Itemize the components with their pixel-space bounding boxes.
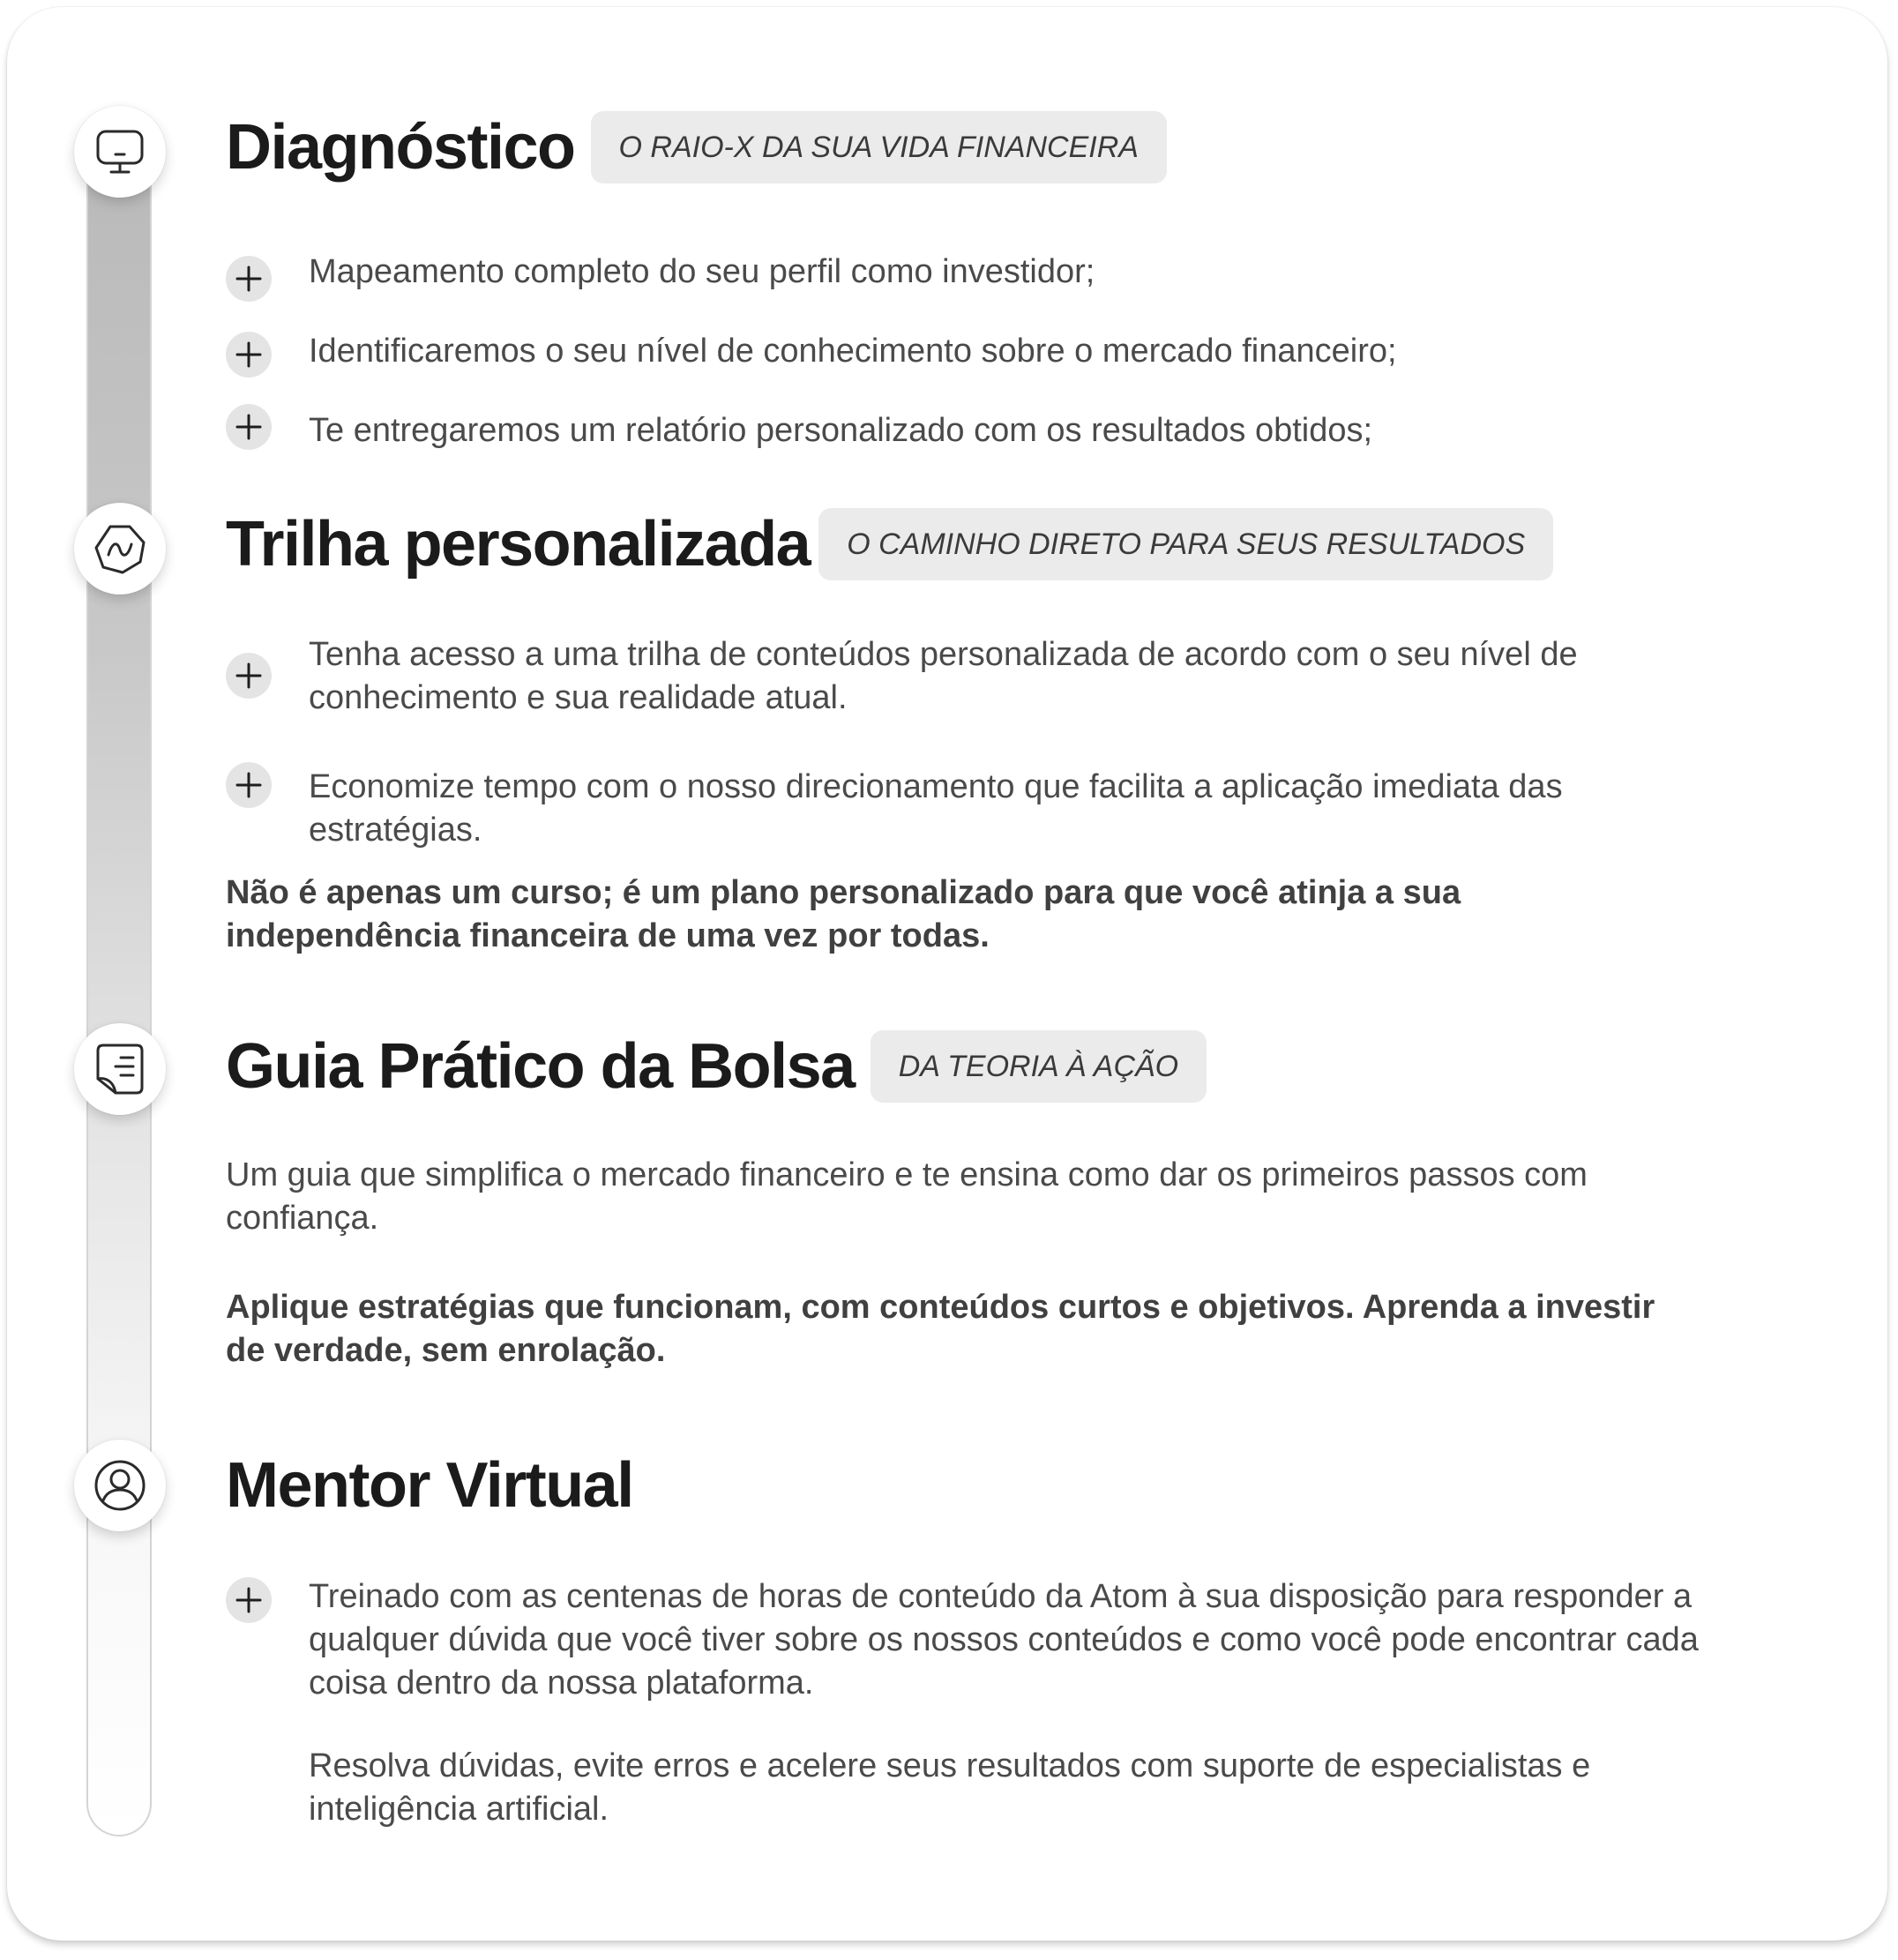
plus-icon	[226, 256, 272, 302]
section-paragraph: Resolva dúvidas, evite erros e acelere seus resultados com suporte de especialistas e inteligência artificial.	[309, 1747, 1591, 1828]
plus-icon	[226, 404, 272, 450]
highlight-note: Aplique estratégias que funcionam, com conteúdos curtos e objetivos. Aprenda a investir de verdade, sem enrolação.	[226, 1289, 1655, 1369]
list-item-text: Identificaremos o seu nível de conhecimento sobre o mercado financeiro;	[309, 333, 1397, 370]
section-tag: O RAIO-X DA SUA VIDA FINANCEIRA	[591, 111, 1167, 183]
document-icon	[74, 1023, 166, 1115]
section-tag: O CAMINHO DIRETO PARA SEUS RESULTADOS	[818, 508, 1553, 580]
section-mentor	[226, 1443, 1707, 1828]
plus-icon	[226, 1577, 272, 1623]
list-item-text: Treinado com as centenas de horas de conteúdo da Atom à sua disposição para responder a qualquer dúvida que você tiver sobre os nossos conteúdos e como você pode encontrar cada coisa dentro da nossa plataforma.	[309, 1578, 1699, 1702]
section-title: Trilha personalizada	[226, 509, 811, 580]
plus-icon	[226, 332, 272, 378]
section-paragraph: Um guia que simplifica o mercado financeiro e te ensina como dar os primeiros passos com confiança.	[226, 1156, 1588, 1237]
monitor-icon	[74, 106, 166, 198]
trend-hexagon-icon	[74, 503, 166, 595]
list-item-text: Economize tempo com o nosso direcionamento que facilita a aplicação imediata das estratégias.	[309, 768, 1563, 849]
user-icon	[74, 1440, 166, 1531]
section-title: Mentor Virtual	[226, 1450, 633, 1521]
highlight-note: Não é apenas um curso; é um plano personalizado para que você atinja a sua independência financeira de uma vez por todas.	[226, 874, 1461, 954]
section-diagnostico	[226, 111, 1707, 449]
timeline-rail	[86, 139, 152, 1837]
section-trilha	[226, 508, 1707, 954]
content-card	[7, 7, 1887, 1941]
section-title: Diagnóstico	[226, 112, 575, 183]
plus-icon	[226, 762, 272, 808]
list-item-text: Te entregaremos um relatório personalizado com os resultados obtidos;	[309, 412, 1373, 449]
list-item-text: Tenha acesso a uma trilha de conteúdos personalizada de acordo com o seu nível de conhecimento e sua realidade atual.	[309, 636, 1578, 716]
section-title: Guia Prático da Bolsa	[226, 1031, 855, 1102]
list-item-text: Mapeamento completo do seu perfil como investidor;	[309, 253, 1095, 290]
section-guia	[226, 1030, 1707, 1369]
plus-icon	[226, 653, 272, 699]
section-tag: DA TEORIA À AÇÃO	[871, 1030, 1207, 1103]
